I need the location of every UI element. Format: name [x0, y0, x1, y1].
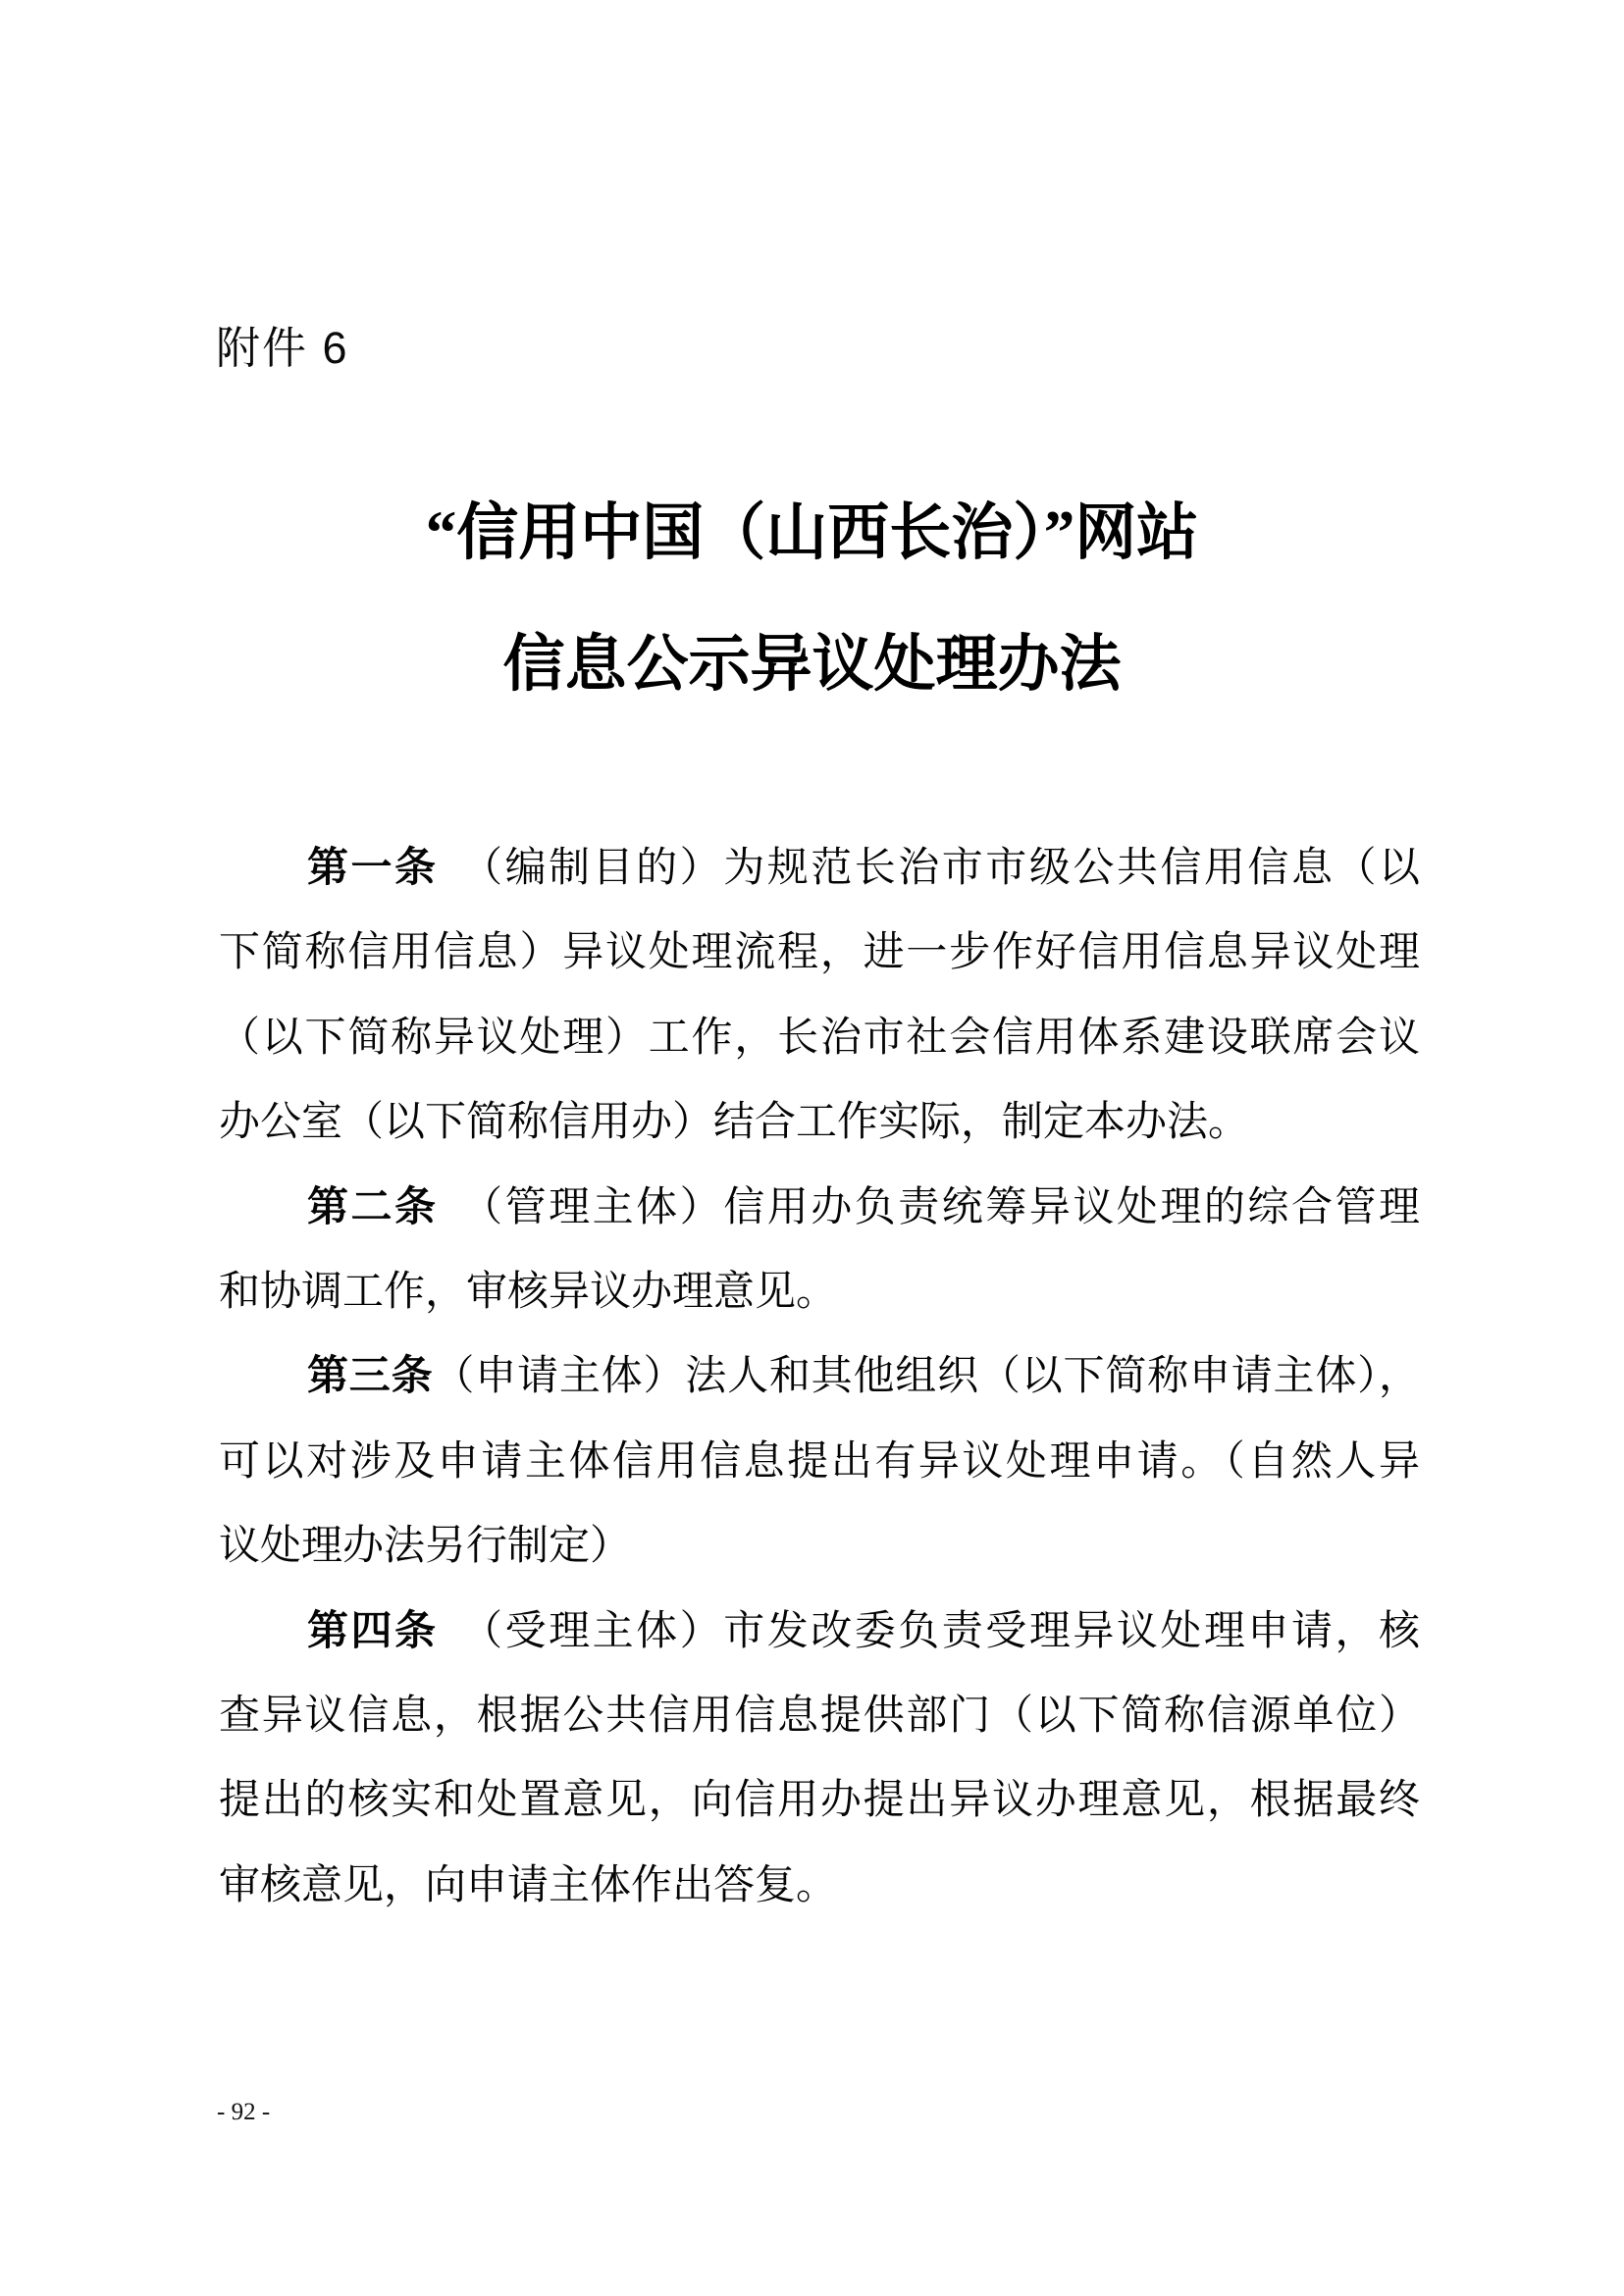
line-text: 可以对涉及申请主体信用信息提出有异议处理申请。（自然人异: [219, 1438, 1420, 1485]
document-title-line-1: “信用中国（山西长治）”网站: [425, 498, 1199, 567]
line-text: 审核意见，向申请主体作出答复。: [219, 1862, 838, 1908]
body-line: [219, 1674, 1420, 1758]
body-text: [219, 826, 1420, 1928]
body-line: [219, 1250, 1420, 1334]
line-text: 议处理办法另行制定）: [219, 1524, 632, 1570]
body-line: [219, 996, 1420, 1080]
body-line: [219, 826, 1420, 911]
body-line: [219, 1334, 1420, 1419]
body-line: [219, 911, 1420, 995]
line-text: 和协调工作，审核异议办理意见。: [219, 1269, 838, 1315]
article-number: 第一条: [307, 846, 439, 891]
line-text: （管理主体）信用办负责统筹异议处理的综合管理: [438, 1184, 1420, 1230]
line-text: （编制目的）为规范长治市市级公共信用信息（以: [438, 846, 1420, 891]
body-line: [219, 1590, 1420, 1674]
article-number: 第二条: [307, 1184, 439, 1230]
line-text: （以下简称异议处理）工作，长治市社会信用体系建设联席会议: [219, 1015, 1420, 1061]
line-text: 办公室（以下简称信用办）结合工作实际，制定本办法。: [219, 1100, 1250, 1146]
body-line: [219, 1166, 1420, 1250]
line-text: 查异议信息，根据公共信用信息提供部门（以下简称信源单位）: [219, 1693, 1420, 1739]
line-text: 提出的核实和处置意见，向信用办提出异议办理意见，根据最终: [219, 1778, 1420, 1824]
article-number: 第四条: [307, 1608, 439, 1654]
line-text: （受理主体）市发改委负责受理异议处理申请，核: [438, 1608, 1420, 1654]
document-title-line-2: 信息公示异议处理办法: [502, 630, 1122, 699]
line-text: （申请主体）法人和其他组织（以下简称申请主体），: [433, 1354, 1420, 1400]
attachment-label: 附件 6: [216, 323, 349, 373]
body-line: [219, 1758, 1420, 1843]
line-text: 下简称信用信息）异议处理流程，进一步作好信用信息异议处理: [219, 930, 1420, 976]
body-line: [219, 1844, 1420, 1928]
article-number: 第三条: [307, 1354, 434, 1400]
page-number: - 92 -: [217, 2099, 271, 2125]
body-line: [219, 1080, 1420, 1165]
body-line: [219, 1504, 1420, 1589]
body-line: [219, 1420, 1420, 1504]
